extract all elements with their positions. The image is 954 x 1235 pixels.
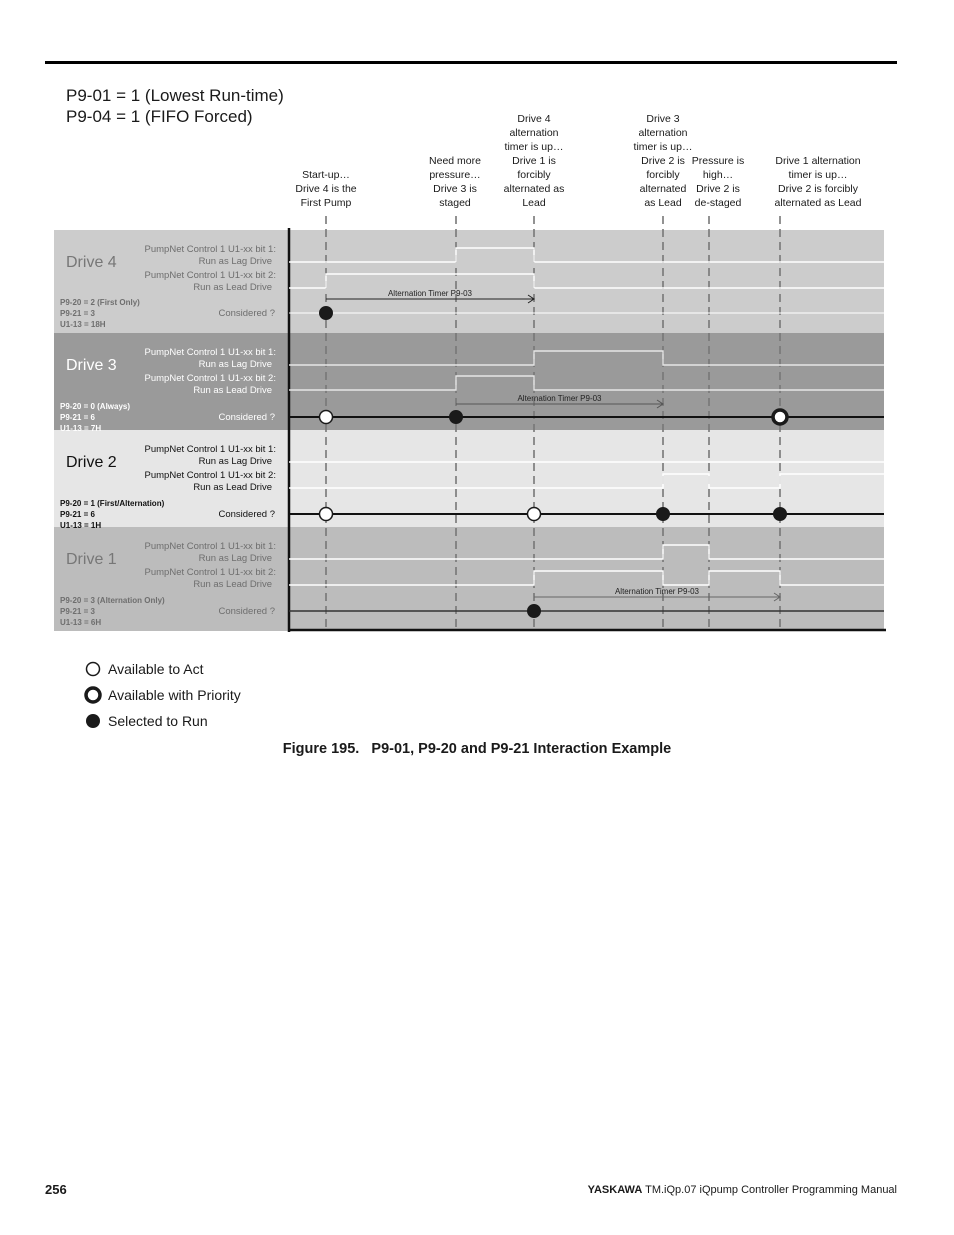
- header-line-2: P9-04 = 1 (FIFO Forced): [66, 107, 253, 126]
- event-label-line: high…: [702, 169, 734, 181]
- event-label-line: timer is up…: [504, 141, 564, 153]
- bit1-label: PumpNet Control 1 U1-xx bit 1:: [144, 244, 276, 255]
- event-label-line: Drive 1 alternation: [775, 155, 861, 167]
- drive-title: Drive 3: [66, 357, 117, 374]
- considered-label: Considered ?: [218, 412, 275, 423]
- drive-param: P9-20 = 1 (First/Alternation): [60, 499, 165, 508]
- bit2-label: PumpNet Control 1 U1-xx bit 2:: [144, 470, 276, 481]
- event-label-line: Drive 2 is forcibly: [778, 183, 858, 195]
- bit2-label: PumpNet Control 1 U1-xx bit 2:: [144, 373, 276, 384]
- bit2-desc: Run as Lead Drive: [193, 579, 272, 590]
- bit1-label: PumpNet Control 1 U1-xx bit 1:: [144, 347, 276, 358]
- page-number: 256: [45, 1182, 67, 1197]
- footer-brand: YASKAWA: [587, 1184, 643, 1196]
- event-label-line: alternation: [638, 127, 688, 139]
- event-label-line: as Lead: [644, 197, 682, 209]
- event-label-line: Drive 3: [646, 113, 680, 125]
- drive-param: U1-13 = 18H: [60, 320, 106, 329]
- bit1-desc: Run as Lag Drive: [198, 256, 272, 267]
- footer-manual: TM.iQp.07 iQpump Controller Programming Manual: [642, 1184, 897, 1196]
- event-label-line: alternated as: [503, 183, 565, 195]
- event-label-line: First Pump: [300, 197, 352, 209]
- filled-circle-icon: [86, 714, 100, 728]
- event-label-line: Drive 4 is the: [295, 183, 357, 195]
- figure-caption: Figure 195. P9-01, P9-20 and P9-21 Interaction Example: [282, 741, 672, 757]
- event-label-line: pressure…: [429, 169, 481, 181]
- drive2-available-marker: [320, 508, 333, 521]
- drive-param: P9-20 = 0 (Always): [60, 402, 131, 411]
- event-label-line: timer is up…: [788, 169, 848, 181]
- header-line-1: P9-01 = 1 (Lowest Run-time): [66, 86, 284, 105]
- drive-param: U1-13 = 6H: [60, 618, 102, 627]
- event-label-line: alternation: [509, 127, 559, 139]
- drive4-selected-marker: [320, 307, 333, 320]
- drive-param: U1-13 = 7H: [60, 424, 102, 433]
- bit1-label: PumpNet Control 1 U1-xx bit 1:: [144, 541, 276, 552]
- event-label-line: alternated: [639, 183, 687, 195]
- drive-param: P9-21 = 6: [60, 510, 95, 519]
- drive-title: Drive 2: [66, 454, 117, 471]
- drive3-priority-marker: [773, 410, 787, 424]
- event-label-line: alternated as Lead: [774, 197, 862, 209]
- drive2-available-marker: [528, 508, 541, 521]
- legend-label: Selected to Run: [108, 713, 208, 729]
- bit1-desc: Run as Lag Drive: [198, 359, 272, 370]
- drive-title: Drive 1: [66, 551, 117, 568]
- open-circle-icon: [87, 663, 100, 676]
- bit1-desc: Run as Lag Drive: [198, 553, 272, 564]
- drive4-timer-label: Alternation Timer P9-03: [387, 289, 473, 298]
- considered-label: Considered ?: [218, 606, 275, 617]
- event-label-line: forcibly: [517, 169, 551, 181]
- drive-param: U1-13 = 1H: [60, 521, 102, 530]
- event-label-line: Drive 2 is: [696, 183, 740, 195]
- drive2-selected-marker: [774, 508, 787, 521]
- ring-circle-icon: [86, 688, 100, 702]
- drive-param: P9-20 = 3 (Alternation Only): [60, 596, 165, 605]
- event-label-line: Lead: [522, 197, 546, 209]
- drive-param: P9-21 = 3: [60, 607, 95, 616]
- legend-label: Available to Act: [108, 661, 204, 677]
- considered-label: Considered ?: [218, 509, 275, 520]
- event-label-line: Pressure is: [691, 155, 745, 167]
- bit2-label: PumpNet Control 1 U1-xx bit 2:: [144, 567, 276, 578]
- drive-param: P9-20 = 2 (First Only): [60, 298, 140, 307]
- bit2-label: PumpNet Control 1 U1-xx bit 2:: [144, 270, 276, 281]
- event-label-line: Drive 3 is: [433, 183, 477, 195]
- footer-manual-title: [588, 1184, 897, 1196]
- drive-title: Drive 4: [66, 254, 117, 271]
- drive1-timer-label: Alternation Timer P9-03: [614, 587, 700, 596]
- drive1-selected-marker: [528, 605, 541, 618]
- event-label-line: forcibly: [646, 169, 680, 181]
- legend: [86, 661, 241, 729]
- drive2-selected-marker: [657, 508, 670, 521]
- drive3-selected-marker: [450, 411, 463, 424]
- event-label-line: Need more: [429, 155, 481, 167]
- considered-label: Considered ?: [218, 308, 275, 319]
- event-label-line: Drive 2 is: [641, 155, 685, 167]
- event-label-line: Drive 4: [517, 113, 551, 125]
- bit1-desc: Run as Lag Drive: [198, 456, 272, 467]
- drive3-available-marker: [320, 411, 333, 424]
- drive3-timer-label: Alternation Timer P9-03: [517, 394, 602, 403]
- drive-param: P9-21 = 3: [60, 309, 95, 318]
- event-label-line: timer is up…: [633, 141, 693, 153]
- event-label-line: staged: [439, 197, 471, 209]
- event-label-line: de-staged: [694, 197, 742, 209]
- bit2-desc: Run as Lead Drive: [193, 385, 272, 396]
- bit2-desc: Run as Lead Drive: [193, 282, 272, 293]
- bit1-label: PumpNet Control 1 U1-xx bit 1:: [144, 444, 276, 455]
- legend-label: Available with Priority: [108, 687, 241, 703]
- bit2-desc: Run as Lead Drive: [193, 482, 272, 493]
- event-label-line: Drive 1 is: [512, 155, 556, 167]
- event-label-line: Start-up…: [302, 169, 350, 181]
- drive-param: P9-21 = 6: [60, 413, 95, 422]
